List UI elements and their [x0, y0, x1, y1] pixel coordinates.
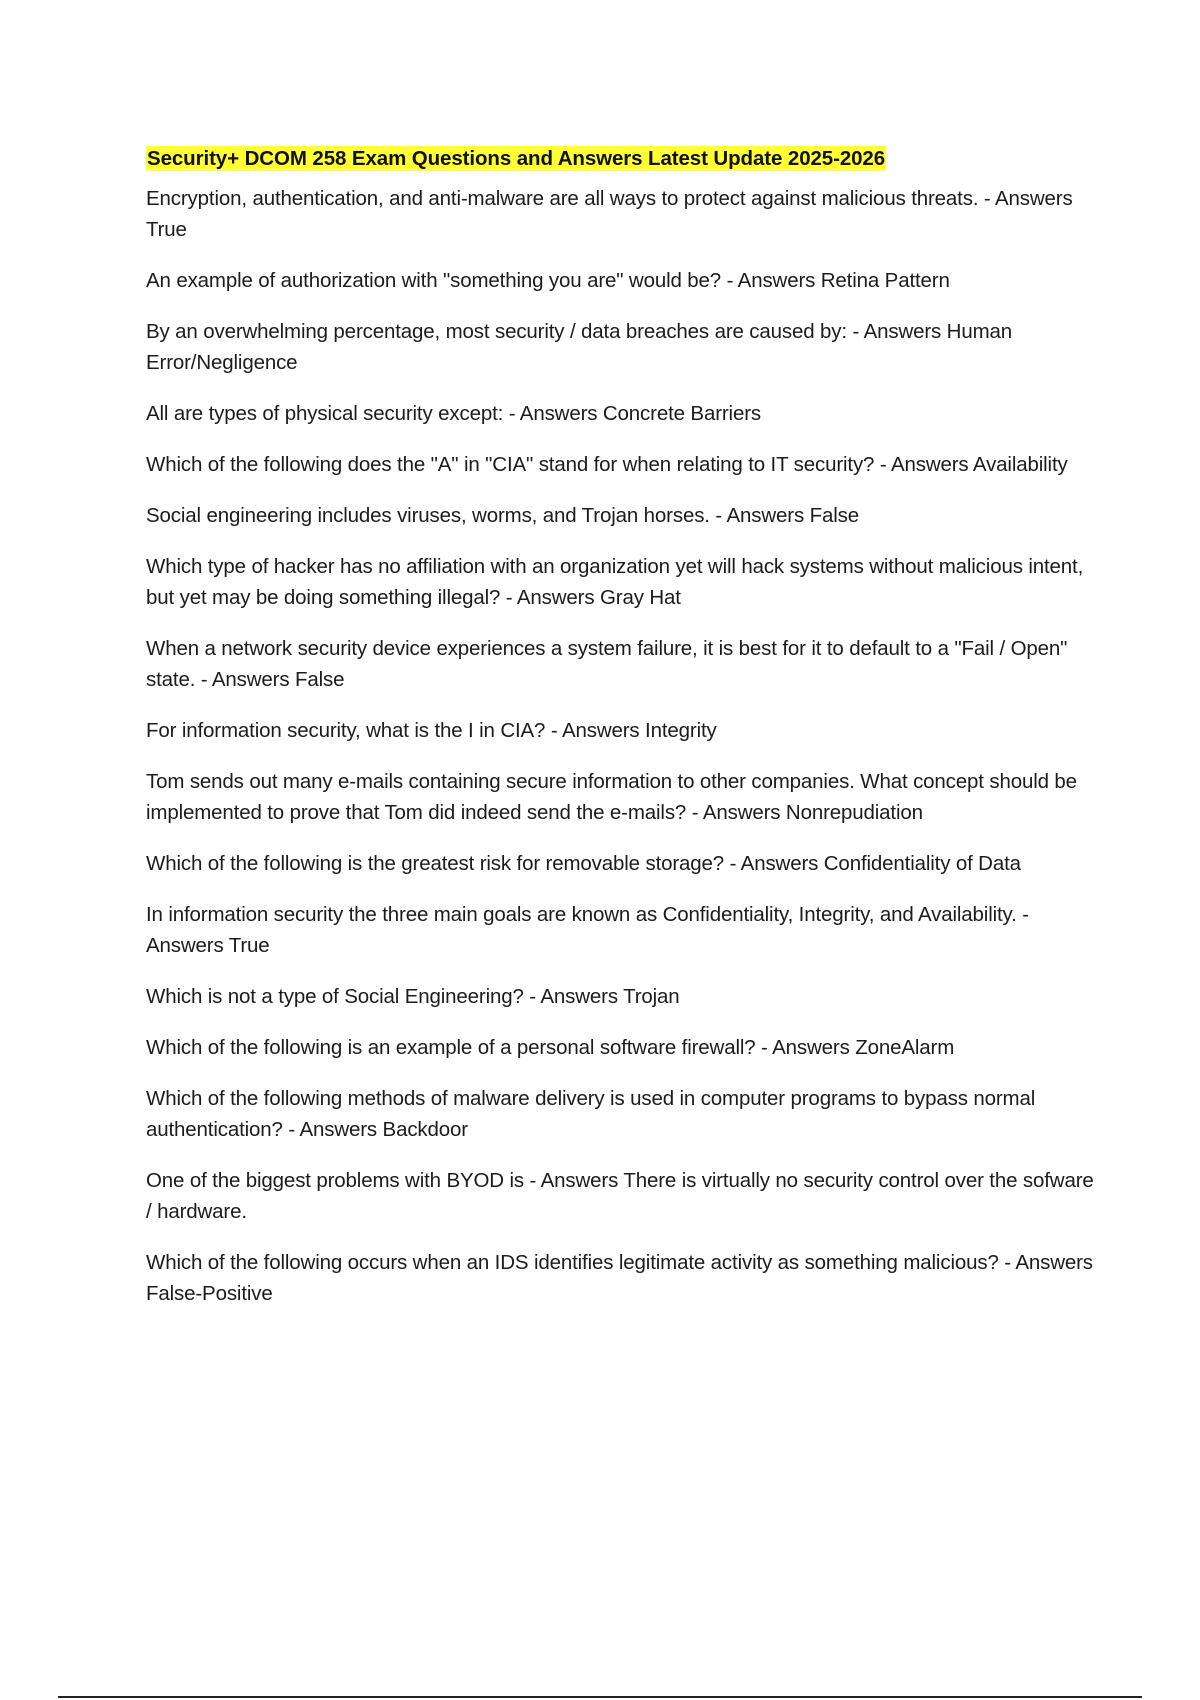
qa-item: Which of the following methods of malware delivery is used in computer programs to bypass normal authentication? - Answers Backdoor [146, 1087, 1036, 1141]
qa-item: When a network security device experiences a system failure, it is best for it to default to a "Fail / Open" state. - Answers False [146, 637, 1068, 691]
qa-item: Social engineering includes viruses, worms, and Trojan horses. - Answers False [146, 504, 859, 527]
qa-item: Which of the following occurs when an IDS identifies legitimate activity as something malicious? - Answers False-Positive [146, 1251, 1093, 1305]
qa-item: All are types of physical security except: - Answers Concrete Barriers [146, 402, 761, 425]
title-row [146, 143, 1096, 174]
qa-item: Which of the following is an example of a personal software firewall? - Answers ZoneAlarm [146, 1036, 955, 1059]
qa-item: Tom sends out many e-mails containing secure information to other companies. What concept should be implemented to prove that Tom did indeed send the e-mails? - Answers Nonrepudiation [146, 770, 1077, 824]
qa-item: Encryption, authentication, and anti-malware are all ways to protect against malicious threats. - Answers True [146, 187, 1073, 241]
qa-item: Which of the following does the "A" in "CIA" stand for when relating to IT security? - Answers Availability [146, 453, 1068, 476]
qa-item: In information security the three main goals are known as Confidentiality, Integrity, and Availability. - Answers True [146, 903, 1029, 957]
qa-item: An example of authorization with "something you are" would be? - Answers Retina Pattern [146, 269, 950, 292]
qa-item: Which type of hacker has no affiliation with an organization yet will hack systems without malicious intent, but yet may be doing something illegal? - Answers Gray Hat [146, 555, 1084, 609]
document-content [146, 143, 1096, 1329]
qa-item: For information security, what is the I in CIA? - Answers Integrity [146, 719, 717, 742]
qa-item: Which is not a type of Social Engineering? - Answers Trojan [146, 985, 680, 1008]
qa-item: One of the biggest problems with BYOD is - Answers There is virtually no security control over the sofware / hardware. [146, 1169, 1094, 1223]
document-title: Security+ DCOM 258 Exam Questions and Answers Latest Update 2025-2026 [147, 147, 886, 170]
qa-item: Which of the following is the greatest risk for removable storage? - Answers Confidentiality of Data [146, 852, 1021, 875]
qa-item: By an overwhelming percentage, most security / data breaches are caused by: - Answers Human Error/Negligence [146, 320, 1013, 374]
page-bottom-rule [58, 1696, 1142, 1698]
